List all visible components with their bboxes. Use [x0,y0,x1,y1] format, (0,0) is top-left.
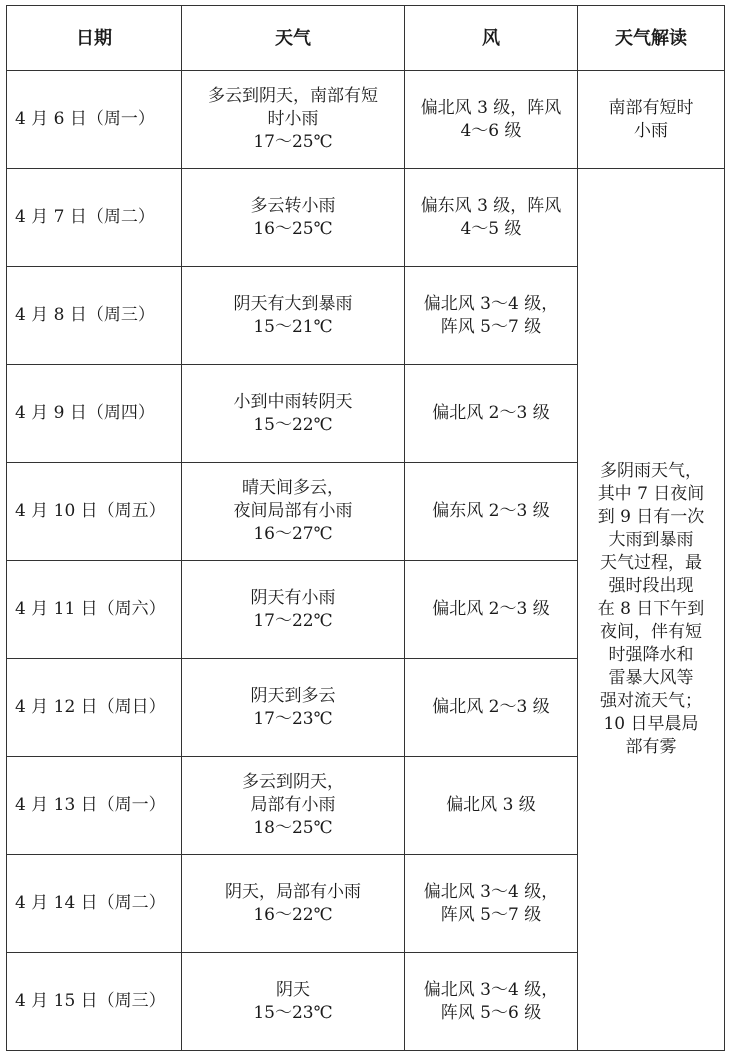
interpretation-text: 夜间，伴有短 [600,622,702,642]
weather-text: 阴天到多云 [250,685,336,706]
date-cell: 4 月 12 日（周日） [7,659,182,757]
wind-text: 偏北风 2～3 级 [432,599,550,619]
weather-text: 小到中雨转阴天 [233,391,353,412]
wind-text: 偏东风 2～3 级 [432,501,550,521]
weather-text: 多云到阴天， [242,772,344,792]
wind-text: 偏北风 3 级 [446,795,536,815]
wind-cell [405,169,578,267]
weather-text: 17～22℃ [253,610,333,631]
weather-text: 15～22℃ [253,414,333,435]
date-cell: 4 月 9 日（周四） [7,365,182,463]
wind-text: 偏北风 3～4 级， [423,979,559,1000]
wind-cell [405,365,578,463]
interpretation-text: 强时段出现 [608,576,694,596]
weather-cell [182,365,405,463]
wind-text: 阵风 5～6 级 [440,1002,542,1023]
wind-cell [405,757,578,855]
weather-text: 多云到阴天，南部有短 [208,86,378,106]
weather-text: 夜间局部有小雨 [233,501,353,521]
weather-cell [182,267,405,365]
wind-text: 偏北风 3～4 级， [423,881,559,902]
interpretation-cell-rest [578,169,725,1051]
header-row [7,6,725,71]
wind-cell [405,953,578,1051]
weather-forecast-table [6,5,725,1051]
weather-cell [182,169,405,267]
wind-cell [405,659,578,757]
interpretation-text: 南部有短时 [608,97,694,118]
date-cell: 4 月 10 日（周五） [7,463,182,561]
weather-cell [182,463,405,561]
weather-text: 17～23℃ [253,708,333,729]
wind-cell [405,267,578,365]
weather-cell [182,953,405,1051]
wind-cell [405,855,578,953]
interpretation-text: 多阴雨天气， [600,461,702,481]
weather-text: 18～25℃ [253,818,333,838]
date-cell: 4 月 15 日（周三） [7,953,182,1051]
date-cell: 4 月 14 日（周二） [7,855,182,953]
weather-text: 阴天有大到暴雨 [233,293,353,314]
interpretation-text: 强对流天气； [600,691,702,711]
weather-text: 15～21℃ [253,316,333,337]
interpretation-text: 在 8 日下午到 [597,599,705,619]
interpretation-text: 到 9 日有一次 [597,507,705,527]
header-wind: 风 [405,6,578,71]
weather-cell [182,855,405,953]
weather-text: 多云转小雨 [250,195,336,216]
wind-cell [405,561,578,659]
header-date: 日期 [7,6,182,71]
weather-cell [182,757,405,855]
weather-text: 阴天，局部有小雨 [225,881,361,902]
wind-text: 阵风 5～7 级 [440,316,542,337]
header-interpretation: 天气解读 [578,6,725,71]
wind-text: 偏北风 2～3 级 [432,697,550,717]
date-cell: 4 月 7 日（周二） [7,169,182,267]
interpretation-cell-first [578,71,725,169]
interpretation-text: 大雨到暴雨 [608,530,694,550]
table-row [7,169,725,267]
table-row [7,71,725,169]
wind-text: 偏北风 2～3 级 [432,403,550,423]
wind-text: 4～5 级 [460,218,522,239]
date-cell: 4 月 6 日（周一） [7,71,182,169]
weather-text: 15～23℃ [253,1002,333,1023]
interpretation-text: 其中 7 日夜间 [597,484,705,504]
wind-text: 4～6 级 [460,120,522,141]
wind-text: 偏东风 3 级，阵风 [420,195,562,216]
weather-text: 时小雨 [267,109,319,129]
wind-text: 阵风 5～7 级 [440,904,542,925]
wind-cell [405,71,578,169]
wind-text: 偏北风 3～4 级， [423,293,559,314]
date-cell: 4 月 13 日（周一） [7,757,182,855]
weather-text: 16～27℃ [253,524,333,544]
weather-text: 17～25℃ [253,132,333,152]
weather-text: 晴天间多云， [242,478,344,498]
weather-text: 16～25℃ [253,218,333,239]
weather-text: 阴天有小雨 [250,587,336,608]
weather-cell [182,659,405,757]
weather-text: 16～22℃ [253,904,333,925]
interpretation-text: 天气过程，最 [600,553,702,573]
weather-text: 阴天 [276,979,310,1000]
date-cell: 4 月 8 日（周三） [7,267,182,365]
wind-cell [405,463,578,561]
date-cell: 4 月 11 日（周六） [7,561,182,659]
interpretation-text: 雷暴大风等 [608,668,694,688]
weather-cell [182,561,405,659]
weather-cell [182,71,405,169]
interpretation-text: 时强降水和 [608,645,694,665]
header-weather: 天气 [182,6,405,71]
interpretation-text: 10 日早晨局 [603,714,699,734]
interpretation-text: 部有雾 [625,737,677,757]
wind-text: 偏北风 3 级，阵风 [420,97,562,118]
interpretation-text: 小雨 [634,120,668,141]
weather-text: 局部有小雨 [250,795,336,815]
